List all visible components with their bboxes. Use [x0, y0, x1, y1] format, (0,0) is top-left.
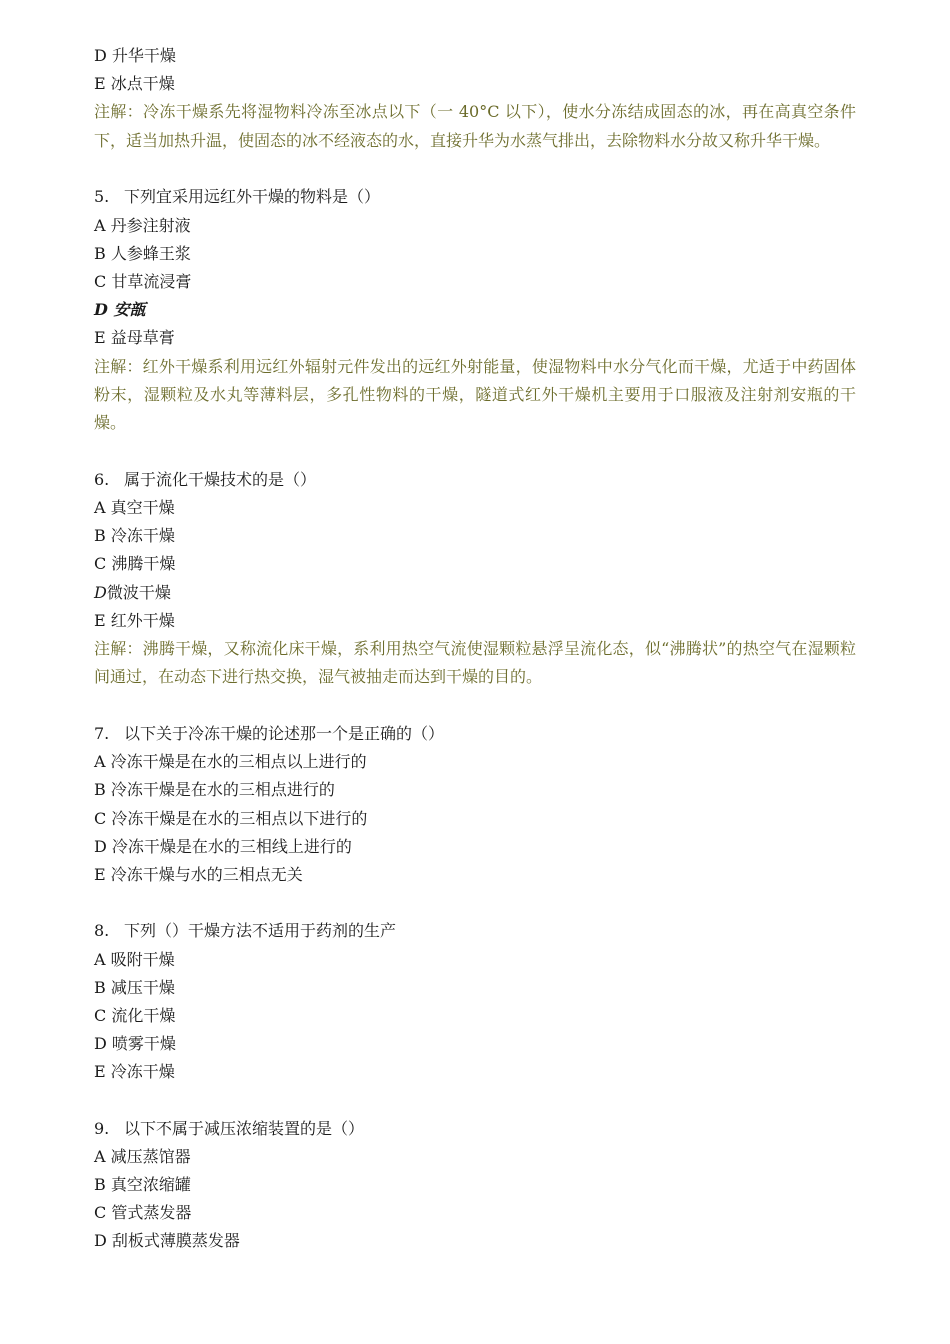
option-a: A 吸附干燥	[94, 949, 175, 969]
question-title: 5. 下列宜采用远红外干燥的物料是（）	[94, 187, 381, 207]
option-a: A 真空干燥	[94, 498, 175, 518]
option-c: C 甘草流浸膏	[94, 271, 192, 291]
document-page	[94, 42, 856, 1256]
option-b: B 冷冻干燥	[94, 526, 175, 546]
option-a: A 丹参注射液	[94, 215, 191, 235]
option-b: B 减压干燥	[94, 977, 175, 997]
answer-note: 注解：冷冻干燥系先将湿物料冷冻至冰点以下（一 40°C 以下），使水分冻结成固态的冰，再在高真空条件下，适当加热升温，使固态的冰不经液态的水，直接升华为水蒸气排出，去除物料水分故又称升华干燥。	[94, 102, 856, 150]
option-e: E 益母草膏	[94, 328, 175, 348]
option-d: D 冷冻干燥是在水的三相线上进行的	[94, 836, 352, 856]
option-d: D微波干燥	[94, 582, 171, 602]
option-a: A 冷冻干燥是在水的三相点以上进行的	[94, 752, 367, 772]
option-e: E 冰点干燥	[94, 74, 175, 94]
option-a: A 减压蒸馆器	[94, 1146, 191, 1166]
option-e: E 红外干燥	[94, 610, 175, 630]
option-c: C 流化干燥	[94, 1005, 176, 1025]
option-d: D 喷雾干燥	[94, 1034, 176, 1054]
question-title: 7. 以下关于冷冻干燥的论述那一个是正确的（）	[94, 724, 445, 744]
option-b: B 人参蜂王浆	[94, 243, 191, 263]
option-c: C 沸腾干燥	[94, 554, 176, 574]
option-d-answer: D 安瓿	[94, 300, 146, 320]
option-c: C 管式蒸发器	[94, 1203, 192, 1223]
option-e: E 冷冻干燥	[94, 1062, 175, 1082]
question-title: 6. 属于流化干燥技术的是（）	[94, 469, 317, 489]
option-d: D 刮板式薄膜蒸发器	[94, 1231, 240, 1251]
question-title: 9. 以下不属于减压浓缩装置的是（）	[94, 1118, 365, 1138]
option-d: D 升华干燥	[94, 46, 176, 65]
option-e: E 冷冻干燥与水的三相点无关	[94, 864, 303, 884]
question-title: 8. 下列（）干燥方法不适用于药剂的生产	[94, 921, 397, 941]
answer-note: 注解：红外干燥系利用远红外辐射元件发出的远红外射能量，使湿物料中水分气化而干燥，尤适于中药固体粉末，湿颗粒及水丸等薄料层，多孔性物料的干燥，隧道式红外干燥机主要用于口服液及注射剂安瓶的干燥。	[94, 356, 856, 433]
option-b: B 真空浓缩罐	[94, 1175, 191, 1195]
option-b: B 冷冻干燥是在水的三相点进行的	[94, 780, 335, 800]
answer-note: 注解：沸腾干燥，又称流化床干燥，系利用热空气流使湿颗粒悬浮呈流化态，似“沸腾状”的热空气在湿颗粒间通过，在动态下进行热交换，湿气被抽走而达到干燥的目的。	[94, 639, 856, 687]
option-c: C 冷冻干燥是在水的三相点以下进行的	[94, 808, 368, 828]
